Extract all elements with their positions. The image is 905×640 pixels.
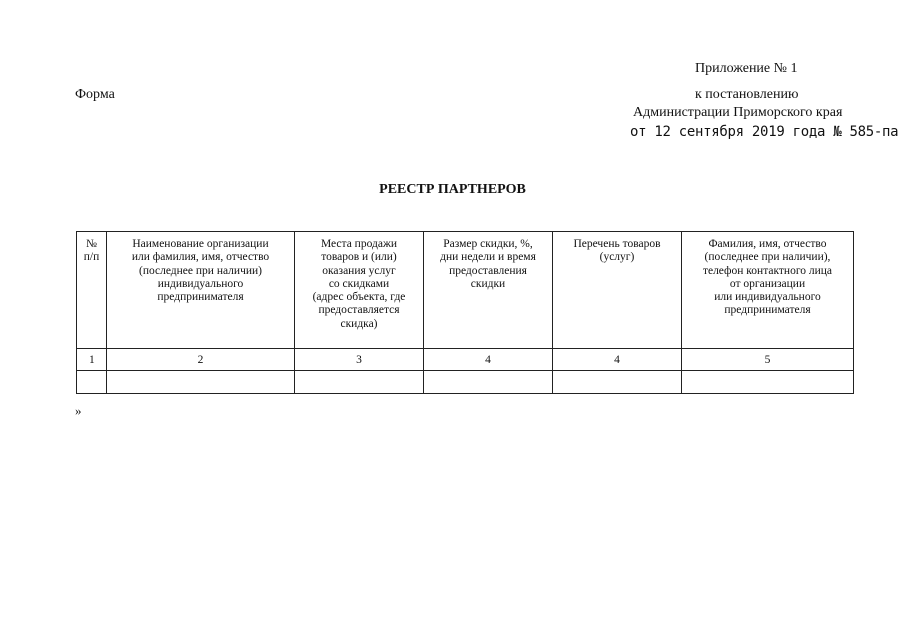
header-cell-goods-list: Перечень товаров (услуг) — [553, 232, 682, 349]
table-header-row — [77, 232, 854, 349]
column-number-cell: 3 — [295, 349, 424, 371]
column-number-cell: 5 — [682, 349, 854, 371]
form-label: Форма — [75, 87, 115, 102]
empty-table-row — [77, 371, 854, 394]
header-cell-number: № п/п — [77, 232, 107, 349]
appendix-title: Приложение № 1 — [695, 61, 798, 76]
column-number-cell: 2 — [107, 349, 295, 371]
header-cell-organization: Наименование организации или фамилия, имя, отчество (последнее при наличии) индивидуального предпринимателя — [107, 232, 295, 349]
document-title: РЕЕСТР ПАРТНЕРОВ — [379, 182, 526, 197]
header-cell-contact-person: Фамилия, имя, отчество (последнее при наличии), телефон контактного лица от организации или индивидуального предпринимателя — [682, 232, 854, 349]
header-cell-sale-places: Места продажи товаров и (или) оказания услуг со скидками (адрес объекта, где предоставляется скидка) — [295, 232, 424, 349]
appendix-date-line: от 12 сентября 2019 года № 585-па — [630, 124, 899, 140]
appendix-resolution-line: к постановлению — [695, 87, 799, 102]
empty-cell — [424, 371, 553, 394]
column-number-cell: 4 — [553, 349, 682, 371]
empty-cell — [682, 371, 854, 394]
empty-cell — [77, 371, 107, 394]
empty-cell — [295, 371, 424, 394]
empty-cell — [553, 371, 682, 394]
empty-cell — [107, 371, 295, 394]
closing-quote: » — [75, 403, 82, 418]
partners-registry-table — [76, 231, 854, 394]
column-number-cell: 4 — [424, 349, 553, 371]
column-numbers-row — [77, 349, 854, 371]
column-number-cell: 1 — [77, 349, 107, 371]
appendix-administration-line: Администрации Приморского края — [633, 105, 843, 120]
header-cell-discount: Размер скидки, %, дни недели и время предоставления скидки — [424, 232, 553, 349]
